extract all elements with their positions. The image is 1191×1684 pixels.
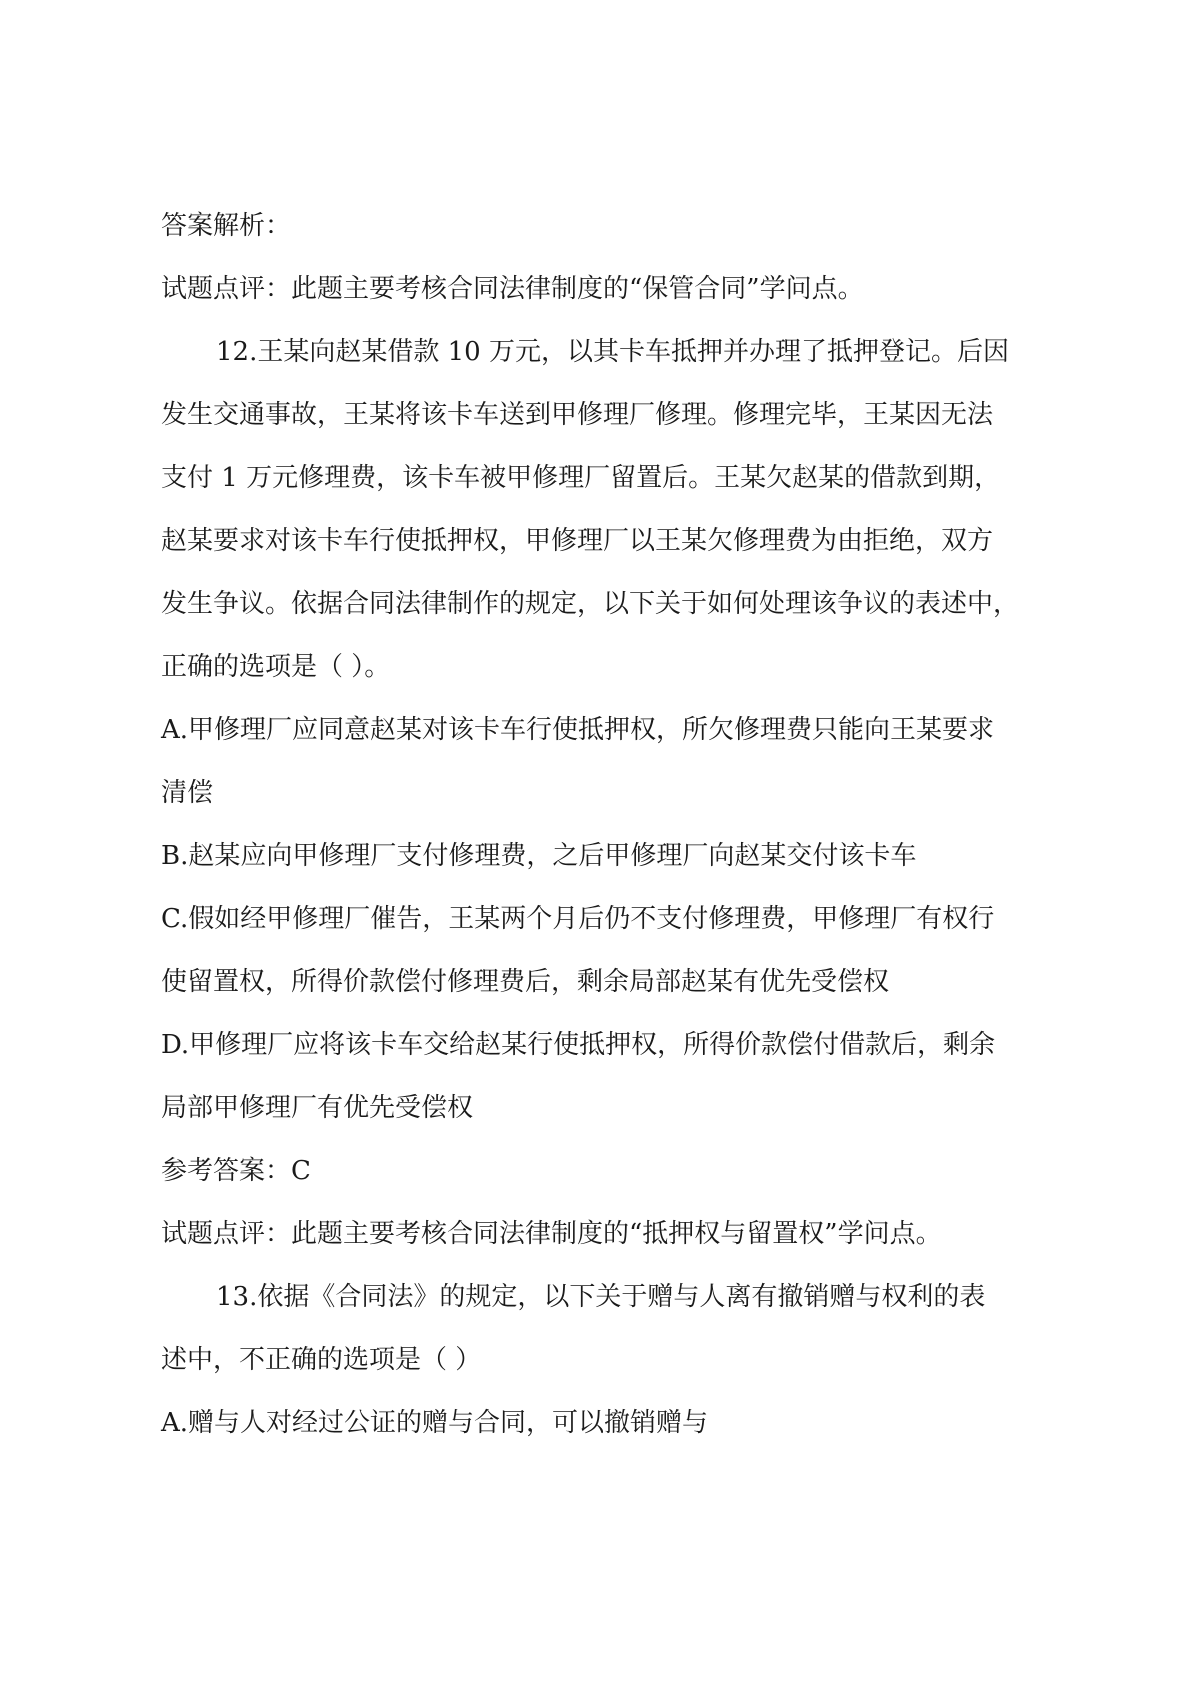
question-12-option-c [161, 888, 1031, 1014]
question-11-comment [161, 258, 1031, 321]
question-12-option-d [161, 1014, 1031, 1140]
text-line: 试题点评：此题主要考核合同法律制度的“保管合同”学问点。 [161, 274, 864, 304]
question-12-option-a [161, 699, 1031, 825]
text-line: 赵某要求对该卡车行使抵押权，甲修理厂以王某欠修理费为由拒绝，双方 [161, 526, 994, 556]
text-line: 12.王某向赵某借款 10 万元，以其卡车抵押并办理了抵押登记。后因 [216, 337, 1009, 367]
text-line: 试题点评：此题主要考核合同法律制度的“抵押权与留置权”学问点。 [161, 1219, 942, 1249]
text-line: B.赵某应向甲修理厂支付修理费，之后甲修理厂向赵某交付该卡车 [161, 841, 917, 871]
text-line: 使留置权，所得价款偿付修理费后，剩余局部赵某有优先受偿权 [161, 967, 890, 997]
question-12-reference-answer [161, 1140, 1031, 1203]
text-line: 正确的选项是（ ）。 [161, 652, 391, 682]
text-line: 述中，不正确的选项是（ ） [161, 1345, 482, 1375]
question-12-option-b [161, 825, 1031, 888]
text-line: 发生争议。依据合同法律制作的规定，以下关于如何处理该争议的表述中， [161, 589, 1020, 619]
text-line: D.甲修理厂应将该卡车交给赵某行使抵押权，所得价款偿付借款后，剩余 [161, 1030, 996, 1060]
text-line: 支付 1 万元修理费，该卡车被甲修理厂留置后。王某欠赵某的借款到期， [161, 463, 1001, 493]
text-line: A.赠与人对经过公证的赠与合同，可以撤销赠与 [161, 1408, 709, 1438]
text-line: 答案解析： [161, 211, 292, 241]
text-line: C.假如经甲修理厂催告，王某两个月后仍不支付修理费，甲修理厂有权行 [161, 904, 995, 934]
answer-analysis-label [161, 195, 1031, 258]
text-line: 参考答案：C [161, 1156, 311, 1186]
question-12-comment [161, 1203, 1031, 1266]
text-line: A.甲修理厂应同意赵某对该卡车行使抵押权，所欠修理费只能向王某要求 [161, 715, 995, 745]
text-line: 局部甲修理厂有优先受偿权 [161, 1093, 474, 1123]
question-12-stem [161, 321, 1031, 699]
document-body [161, 195, 1031, 1455]
text-line: 13.依据《合同法》的规定，以下关于赠与人离有撤销赠与权利的表 [216, 1282, 986, 1312]
text-line: 发生交通事故，王某将该卡车送到甲修理厂修理。修理完毕，王某因无法 [161, 400, 994, 430]
question-13-stem [161, 1266, 1031, 1392]
text-line: 清偿 [161, 778, 214, 808]
question-13-option-a [161, 1392, 1031, 1455]
